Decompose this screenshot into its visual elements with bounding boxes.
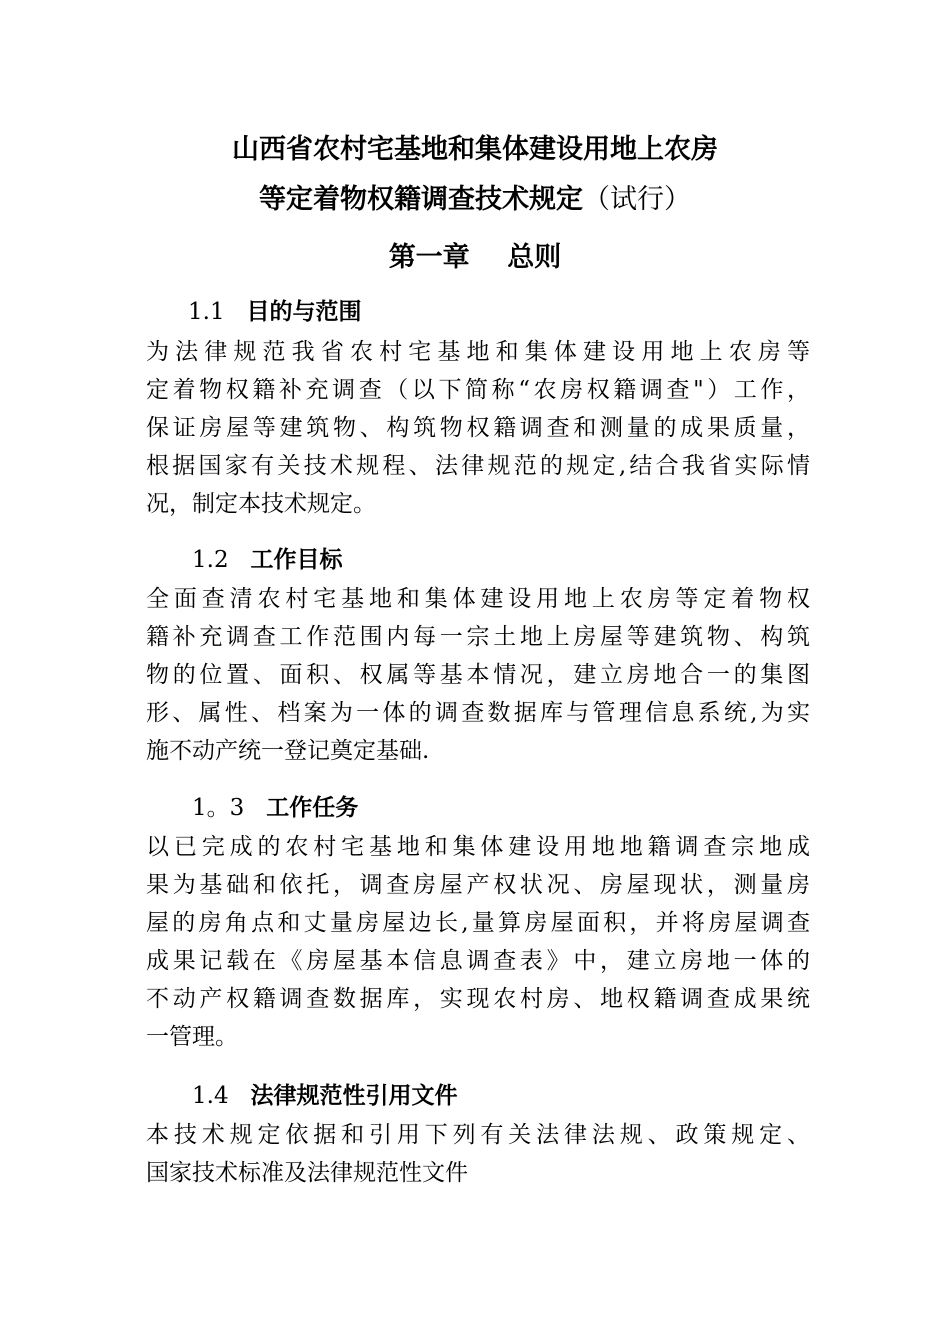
paragraph-line: 屋的房角点和丈量房屋边长,量算房屋面积，并将房屋调查 — [146, 910, 810, 936]
section-number: 1.2 — [192, 547, 229, 573]
paragraph-line: 全面查清农村宅基地和集体建设用地上农房等定着物权 — [146, 586, 810, 612]
document-title-line-1 — [0, 132, 950, 168]
title-line-2-main: 等定着物权籍调查技术规定 — [259, 184, 583, 215]
paragraph-line: 况，制定本技术规定。 — [146, 491, 376, 517]
section-body-1-1 — [146, 333, 810, 523]
section-number: 1.1 — [188, 299, 225, 325]
section-heading-1-4 — [192, 1081, 458, 1111]
section-title: 目的与范围 — [246, 298, 362, 325]
paragraph-line: 以已完成的农村宅基地和集体建设用地地籍调查宗地成 — [146, 834, 810, 860]
section-body-1-4 — [146, 1116, 810, 1192]
title-line-1-text: 山西省农村宅基地和集体建设用地上农房 — [232, 134, 718, 165]
section-body-1-2 — [146, 580, 810, 770]
chapter-label: 第一章 — [388, 242, 470, 273]
section-heading-1-2 — [192, 545, 343, 575]
paragraph-line: 本技术规定依据和引用下列有关法律法规、政策规定、 — [146, 1122, 810, 1148]
section-title: 工作任务 — [266, 794, 359, 821]
chapter-name: 总则 — [507, 242, 562, 273]
paragraph-line: 施不动产统一登记奠定基础. — [146, 738, 430, 764]
section-heading-1-3 — [192, 793, 358, 823]
paragraph-line: 为法律规范我省农村宅基地和集体建设用地上农房等 — [146, 339, 810, 365]
paragraph-line: 果为基础和依托，调查房屋产权状况、房屋现状，测量房 — [146, 872, 810, 898]
paragraph-line: 保证房屋等建筑物、构筑物权籍调查和测量的成果质量， — [146, 415, 810, 441]
title-line-2-suffix: （试行） — [583, 184, 691, 215]
paragraph-line: 一管理。 — [146, 1024, 238, 1050]
chapter-heading — [0, 240, 950, 276]
section-title: 法律规范性引用文件 — [250, 1082, 458, 1109]
section-heading-1-1 — [188, 297, 362, 327]
paragraph-line: 物的位置、面积、权属等基本情况，建立房地合一的集图 — [146, 662, 810, 688]
section-number: 1。3 — [192, 795, 245, 821]
section-number: 1.4 — [192, 1083, 229, 1109]
paragraph-line: 成果记载在《房屋基本信息调查表》中，建立房地一体的 — [146, 948, 810, 974]
section-body-1-3 — [146, 828, 810, 1056]
section-title: 工作目标 — [250, 546, 343, 573]
document-title-line-2 — [0, 182, 950, 218]
paragraph-line: 根据国家有关技术规程、法律规范的规定,结合我省实际情 — [146, 453, 810, 479]
paragraph-line: 定着物权籍补充调查（以下简称“农房权籍调查"）工作， — [146, 377, 810, 403]
paragraph-line: 形、属性、档案为一体的调查数据库与管理信息系统,为实 — [146, 700, 810, 726]
paragraph-line: 国家技术标准及法律规范性文件 — [146, 1160, 468, 1186]
paragraph-line: 籍补充调查工作范围内每一宗土地上房屋等建筑物、构筑 — [146, 624, 810, 650]
paragraph-line: 不动产权籍调查数据库，实现农村房、地权籍调查成果统 — [146, 986, 810, 1012]
